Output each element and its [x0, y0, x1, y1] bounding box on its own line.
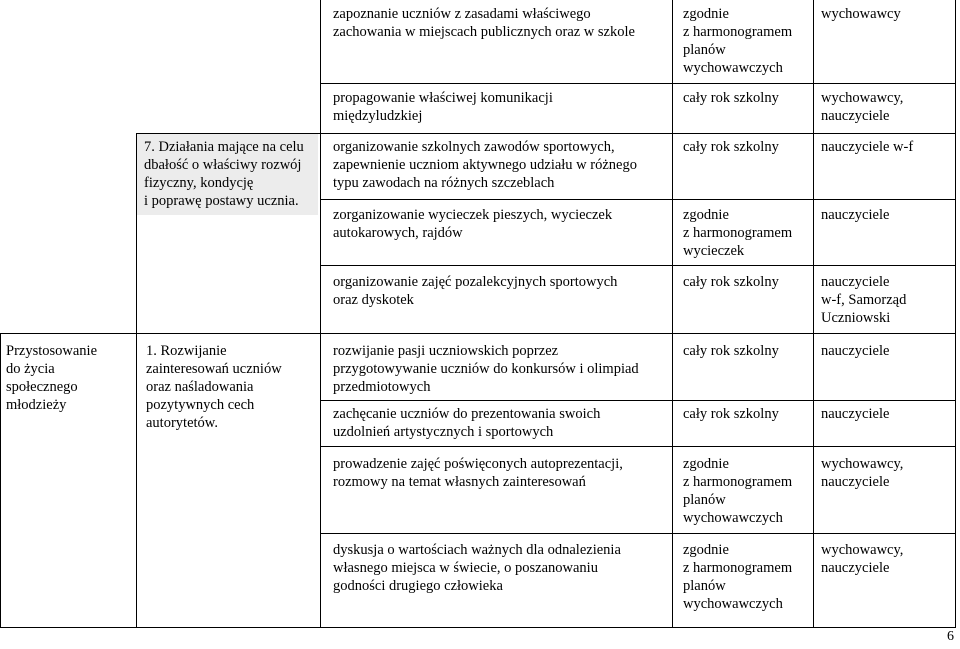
border-h9 [0, 627, 956, 628]
term-cell: cały rok szkolny [683, 343, 779, 359]
term-cell: cały rok szkolny [683, 90, 779, 106]
responsible-cell: wychowawcy, nauczyciele [821, 90, 904, 124]
task-cell: organizowanie zajęć pozalekcyjnych sportowych oraz dyskotek [333, 274, 618, 308]
border-h5 [0, 333, 956, 334]
border-v-left [0, 334, 1, 628]
term-cell: cały rok szkolny [683, 139, 779, 155]
task-cell: propagowanie właściwej komunikacji międzyludzkiej [333, 90, 553, 124]
responsible-cell: nauczyciele w-f [821, 139, 914, 155]
responsible-cell: nauczyciele [821, 343, 890, 359]
border-h1 [320, 83, 956, 84]
responsible-cell: nauczyciele [821, 406, 890, 422]
term-cell: zgodnie z harmonogramem planów wychowawczych [683, 6, 793, 76]
responsible-cell: wychowawcy, nauczyciele [821, 456, 904, 490]
border-h6 [320, 400, 956, 401]
task-cell: prowadzenie zajęć poświęconych autoprezentacji, rozmowy na temat własnych zainteresowań [333, 456, 623, 490]
responsible-cell: wychowawcy, nauczyciele [821, 542, 904, 576]
task-cell: dyskusja o wartościach ważnych dla odnalezienia własnego miejsca w świecie, o poszanowaniu godności drugiego człowieka [333, 542, 621, 594]
border-h7 [320, 446, 956, 447]
area-cell: Przystosowanie do życia społecznego młodzieży [6, 343, 98, 413]
term-cell: zgodnie z harmonogramem wycieczek [683, 207, 793, 259]
border-h3 [320, 199, 956, 200]
border-v-goal [136, 134, 137, 628]
task-cell: zorganizowanie wycieczek pieszych, wycieczek autokarowych, rajdów [333, 207, 613, 241]
border-h4 [320, 265, 956, 266]
task-cell: zapoznanie uczniów z zasadami właściwego zachowania w miejscach publicznych oraz w szkole [333, 6, 635, 40]
responsible-cell: nauczyciele [821, 207, 890, 223]
term-cell: zgodnie z harmonogramem planów wychowawczych [683, 542, 793, 612]
responsible-cell: wychowawcy [821, 6, 901, 22]
border-h2 [136, 133, 956, 134]
task-cell: rozwijanie pasji uczniowskich poprzez przygotowywanie uczniów do konkursów i olimpiad przedmiotowych [333, 343, 639, 395]
responsible-cell: nauczyciele w-f, Samorząd Uczniowski [821, 274, 907, 326]
term-cell: cały rok szkolny [683, 406, 779, 422]
term-cell: zgodnie z harmonogramem planów wychowawczych [683, 456, 793, 526]
page-number: 6 [947, 629, 954, 644]
border-h8 [320, 533, 956, 534]
goal-cell: 1. Rozwijanie zainteresowań uczniów oraz naśladowania pozytywnych cech autorytetów. [146, 343, 282, 431]
goal-cell: 7. Działania mające na celu dbałość o właściwy rozwój fizyczny, kondycję i poprawę postawy ucznia. [144, 139, 304, 209]
term-cell: cały rok szkolny [683, 274, 779, 290]
task-cell: zachęcanie uczniów do prezentowania swoich uzdolnień artystycznych i sportowych [333, 406, 601, 440]
task-cell: organizowanie szkolnych zawodów sportowych, zapewnienie uczniom aktywnego udziału w różnego typu zawodach na różnych szczeblach [333, 139, 637, 191]
